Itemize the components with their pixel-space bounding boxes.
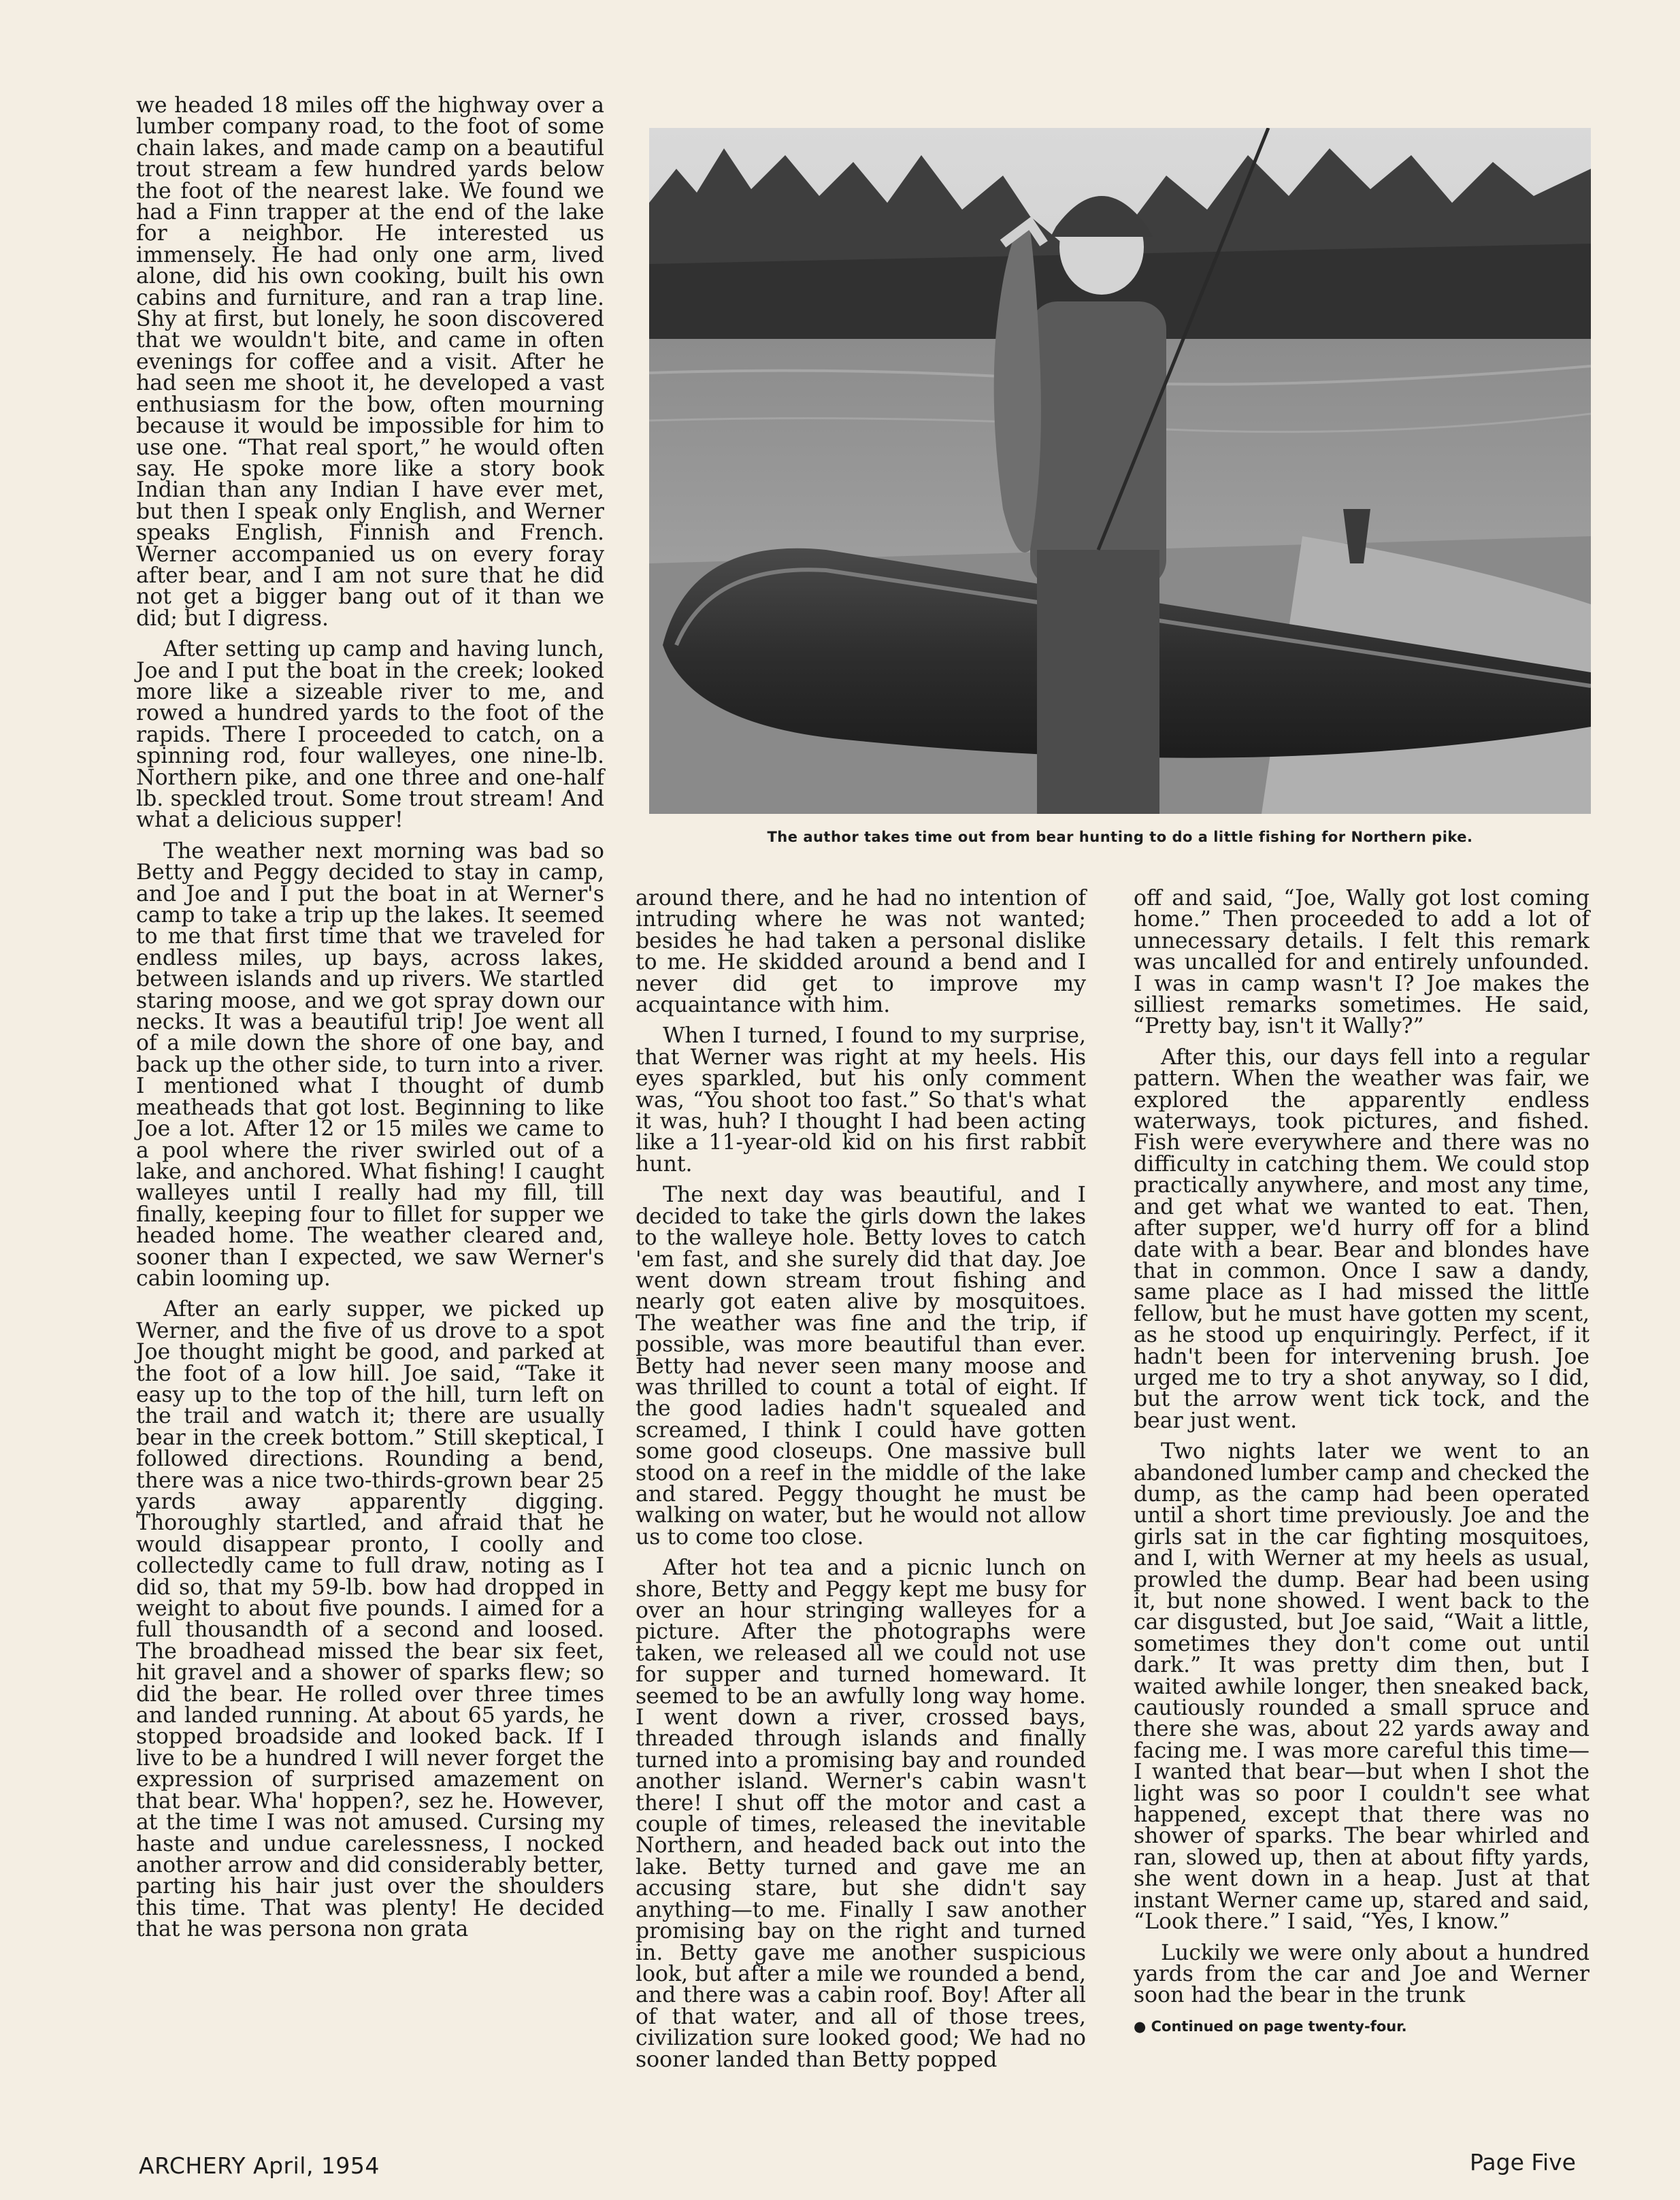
paragraph: The next day was beautiful, and I decided to take the girls down the lakes to the walleye hole. Betty loves to catch 'em fast, and she surely did that day. Joe went down stream trout fishing and nearly got eaten alive by mosquitoes. The weather was fine and the trip, if possible, was more beautiful than ever. Betty had never seen many moose and was thrilled to count a total of eight. If the good ladies hadn't squealed and screamed, I think I could have gotten some good closeups. One massive bull stood on a reef in the middle of the lake and stared. Peggy thought he must be walking on water, but he would not allow us to come too close. [636,1183,1086,1549]
page-number: Page Five [1470,2149,1576,2176]
paragraph: After an early supper, we picked up Werner, and the five of us drove to a spot Joe thought might be good, and parked at the foot of a low hill. Joe said, “Take it easy up to the top of the hill, turn left on the trail and watch it; there are usually bear in the creek bottom.” Still skeptical, I followed directions. Rounding a bend, there was a nice two-thirds-grown bear 25 yards away apparently digging. Thoroughly startled, and afraid that he would disappear pronto, I coolly and collectedly came to full draw, noting as I did so, that my 59-lb. bow had dropped in weight to about five pounds. I aimed for a full thousandth of a second and loosed. The broadhead missed the bear six feet, hit gravel and a shower of sparks flew; so did the bear. He rolled over three times and landed running. At about 65 yards, he stopped broadside and looked back. If I live to be a hundred I will never forget the expression of surprised amazement on that bear. Wha' hoppen?, sez he. However, at the time I was not amused. Cursing my haste and undue carelessness, I nocked another arrow and did considerably better, parting his hair just over the shoulders this time. That was plenty! He decided that he was persona non grata [136,1297,604,1942]
paragraph: After setting up camp and having lunch, Joe and I put the boat in the creek; looked more like a sizeable river to me, and rowed a hundred yards to the foot of the rapids. There I proceeded to catch, on a spinning rod, four walleyes, one nine-lb. Northern pike, and one three and one-half lb. speckled trout. Some trout stream! And what a delicious supper! [136,637,604,833]
paragraph: we headed 18 miles off the highway over a lumber company road, to the foot of some chain lakes, and made camp on a beautiful trout stream a few hundred yards below the foot of the nearest lake. We found we had a Finn trapper at the end of the lake for a neighbor. He interested us immensely. He had only one arm, lived alone, did his own cooking, built his own cabins and furniture, and ran a trap line. Shy at first, but lonely, he soon discovered that we wouldn't bite, and came in often evenings for coffee and a visit. After he had seen me shoot it, he developed a vast enthusiasm for the bow, often mourning because it would be impossible for him to use one. “That real sport,” he would often say. He spoke more like a story book Indian than any Indian I have ever met, but then I speak only English, and Werner speaks English, Finnish and French. Werner accompanied us on every foray after bear, and I am not sure that he did not get a bigger bang out of it than we did; but I digress. [136,93,604,631]
photo-caption: The author takes time out from bear hunting to do a little fishing for Northern pike. [767,829,1473,845]
article-column-3 [1134,888,1590,2047]
publication-footer: ARCHERY April, 1954 [139,2152,380,2179]
article-column-1 [136,95,604,1950]
paragraph: Two nights later we went to an abandoned lumber camp and checked the dump, as the camp had been operated until a short time previously. Joe and the girls sat in the car fighting mosquitoes, and I, with Werner at my heels as usual, prowled the dump. Bear had been using it, but none showed. I went back to the car disgusted, but Joe said, “Wait a little, sometimes they don't come out until dark.” It was pretty dim then, but I waited awhile longer, then sneaked back, cautiously rounded a small spruce and there she was, about 22 yards away and facing me. I was more careful this time—I wanted that bear—but when I shot the light was so poor I couldn't see what happened, except that there was no shower of sparks. The bear whirled and ran, slowed up, then at about fifty yards, she went down in a heap. Just at that instant Werner came up, stared and said, “Look there.” I said, “Yes, I know.” [1134,1439,1590,1935]
paragraph: around there, and he had no intention of intruding where he was not wanted; besides he had taken a personal dislike to me. He skidded around a bend and I never did get to improve my acquaintance with him. [636,886,1086,1018]
paragraph: The weather next morning was bad so Betty and Peggy decided to stay in camp, and Joe and I put the boat in at Werner's camp to take a trip up the lakes. It seemed to me that first time that we traveled for endless miles, up bays, across lakes, between islands and up rivers. We startled staring moose, and we got spray down our necks. It was a beautiful trip! Joe went all of a mile down the shore of one bay, and back up the other side, to turn into a river. I mentioned what I thought of dumb meatheads that got lost. Beginning to like Joe a lot. After 12 or 15 miles we came to a pool where the river swirled out of a lake, and anchored. What fishing! I caught walleyes until I really had my fill, till finally, keeping four to fillet for supper we headed home. The weather cleared and, sooner than I expected, we saw Werner's cabin looming up. [136,838,604,1291]
paragraph: off and said, “Joe, Wally got lost coming home.” Then proceeded to add a lot of unnecessary details. I felt this remark was uncalled for and entirely unfounded. I was in camp wasn't I? Joe makes the silliest remarks sometimes. He said, “Pretty bay, isn't it Wally?” [1134,886,1590,1039]
fishing-photo [649,128,1591,814]
continued-note: ● Continued on page twenty-four. [1134,2018,1407,2035]
paragraph: Luckily we were only about a hundred yards from the car and Joe and Werner soon had the bear in the trunk [1134,1940,1590,2008]
paragraph: After hot tea and a picnic lunch on shore, Betty and Peggy kept me busy for over an hour stringing walleyes for a picture. After the photographs were taken, we released all we could not use for supper and turned homeward. It seemed to be an awfully long way home. I went down a river, crossed bays, threaded through islands and finally turned into a promising bay and rounded another island. Werner's cabin wasn't there! I shut off the motor and cast a couple of times, released the inevitable Northern, and headed back out into the lake. Betty turned and gave me an accusing stare, but she didn't say anything—to me. Finally I saw another promising bay on the right and turned in. Betty gave me another suspicious look, but after a mile we rounded a bend, and there was a cabin roof. Boy! After all of that water, and all of those trees, civilization sure looked good; We had no sooner landed than Betty popped [636,1556,1086,2072]
paragraph: After this, our days fell into a regular pattern. When the weather was fair, we explored the apparently endless waterways, took pictures, and fished. Fish were everywhere and there was no difficulty in catching them. We could stop practically anywhere, and most any time, and get what we wanted to eat. Then, after supper, we'd hurry off for a blind date with a bear. Bear and blondes have that in common. Once I saw a dandy, same place as I had missed the little fellow, but he must have gotten my scent, as he stood up enquiringly. Perfect, if it hadn't been for intervening brush. Joe urged me to try a shot anyway, so I did, but the arrow went tick tock, and the bear just went. [1134,1045,1590,1433]
paragraph: When I turned, I found to my surprise, that Werner was right at my heels. His eyes sparkled, but his only comment was, “You shoot too fast.” So that's what it was, huh? I thought I had been acting like a 11-year-old kid on his first rabbit hunt. [636,1023,1086,1177]
article-column-2 [636,888,1086,2080]
